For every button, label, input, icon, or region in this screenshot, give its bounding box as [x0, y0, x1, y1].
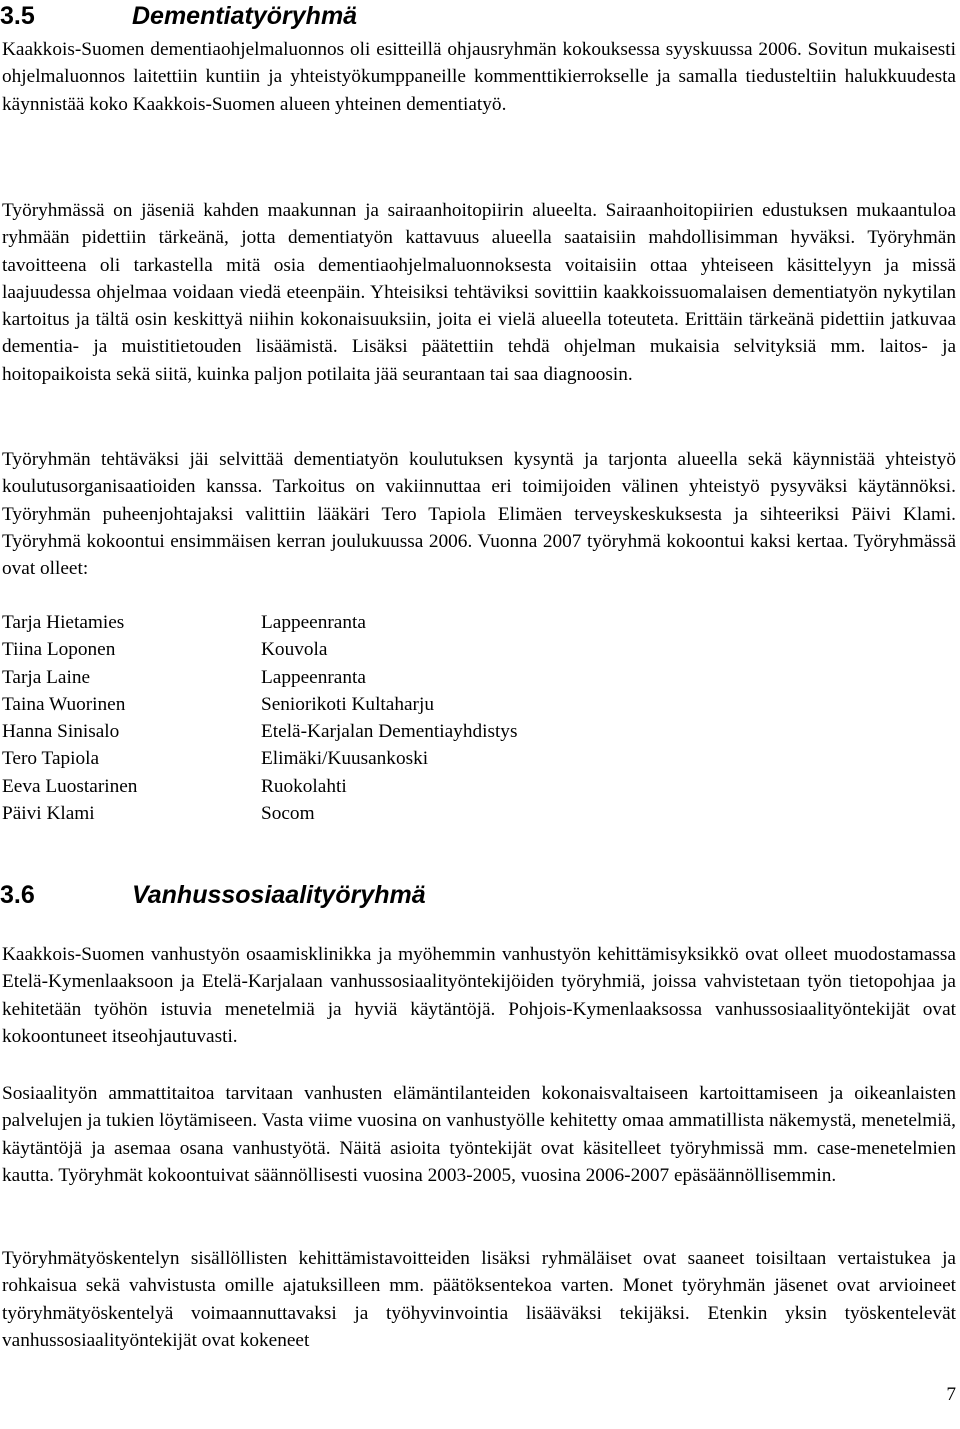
- paragraph: Sosiaalityön ammattitaitoa tarvitaan vanhusten elämäntilanteiden kokonaisvaltaiseen kartoittamiseen ja oikeanlaisten palvelujen ja tukien löytämiseen. Vasta viime vuosina on vanhustyölle kehitetty omaa ammatillista näkemystä, menetelmiä, käytäntöjä ja asemaa osana vanhustyötä. Näitä asioita työntekijät ovat käsitelleet työryhmissä mm. case-menetelmien kautta. Työryhmät kokoontuivat säännöllisesti vuosina 2003-2005, vuosina 2006-2007 epäsäännöllisemmin.: [2, 1083, 956, 1186]
- paragraph: Kaakkois-Suomen vanhustyön osaamisklinikka ja myöhemmin vanhustyön kehittämisyksikkö ovat olleet muodostamassa Etelä-Kymenlaaksoon ja Etelä-Karjalaan vanhussosiaalityöntekijöiden työryhmiä, joissa vahvistetaan työn tietopohjaa ja kehitetään työhön istuvia menetelmiä ja hyviä käytäntöjä. Pohjois-Kymenlaaksossa vanhussosiaalityöntekijät ovat kokoontuneet itseohjautuvasti.: [2, 944, 956, 1047]
- member-place: Lappeenranta: [261, 612, 366, 633]
- member-place: Elimäki/Kuusankoski: [261, 748, 429, 770]
- member-row: [2, 636, 517, 663]
- page-number: 7: [946, 1384, 956, 1405]
- member-row: [2, 664, 517, 691]
- member-name: Päivi Klami: [2, 803, 95, 825]
- member-place: Kouvola: [261, 639, 328, 661]
- paragraph: Työryhmätyöskentelyn sisällöllisten kehittämistavoitteiden lisäksi ryhmäläiset ovat saaneet toisiltaan vertaistukea ja rohkaisua sekä vahvistusta omille ajatuksilleen mm. päätöksentekoa varten. Monet työryhmän jäsenet ovat arvioineet työryhmätyöskentelyä voimaannuttavaksi ja työhyvinvointia lisääväksi tekijäksi. Etenkin yksin työskentelevät vanhussosiaalityöntekijät ovat kokeneet: [2, 1248, 956, 1351]
- member-row: [2, 609, 517, 636]
- member-place: Lappeenranta: [261, 666, 366, 688]
- paragraph: Työryhmän tehtäväksi jäi selvittää dementiatyön koulutuksen kysyntä ja tarjonta alueella sekä käynnistää yhteistyö koulutusorganisaatioiden kanssa. Tarkoitus on vakiinnuttaa eri toimijoiden välinen yhteistyö pysyväksi käytännöksi. Työryhmän puheenjohtajaksi valittiin lääkäri Tero Tapiola Elimäen terveyskeskuksesta ja sihteeriksi Päivi Klami. Työryhmä kokoontui ensimmäisen kerran joulukuussa 2006. Vuonna 2007 työryhmä kokoontui kaksi kertaa. Työryhmässä ovat olleet:: [2, 449, 956, 580]
- member-name: Hanna Sinisalo: [2, 721, 120, 743]
- member-row: [2, 773, 517, 800]
- member-name: Tarja Hietamies: [2, 612, 125, 633]
- member-row: [2, 745, 517, 772]
- section-heading-3-5: [0, 1, 357, 31]
- member-name: Eeva Luostarinen: [2, 775, 138, 797]
- member-row: [2, 691, 517, 718]
- section-number: 3.5: [0, 2, 35, 30]
- section-title: Dementiatyöryhmä: [132, 2, 358, 30]
- member-name: Tero Tapiola: [2, 748, 100, 770]
- section-number: 3.6: [0, 881, 35, 909]
- section-title: Vanhussosiaalityöryhmä: [132, 881, 426, 909]
- member-row: [2, 800, 517, 827]
- member-name: Tiina Loponen: [2, 639, 116, 661]
- member-place: Socom: [261, 803, 315, 825]
- member-name: Taina Wuorinen: [2, 693, 126, 715]
- section-heading-3-6: [0, 880, 426, 910]
- paragraph: Kaakkois-Suomen dementiaohjelmaluonnos oli esitteillä ohjausryhmän kokouksessa syyskuussa 2006. Sovitun mukaisesti ohjelmaluonnos laitettiin kuntiin ja yhteistyökumppaneille kommenttikierrokselle ja samalla tiedusteltiin halukkuudesta käynnistää koko Kaakkois-Suomen alueen yhteinen dementiatyö.: [2, 39, 956, 115]
- member-place: Ruokolahti: [261, 775, 347, 797]
- member-row: [2, 718, 517, 745]
- paragraph: Työryhmässä on jäseniä kahden maakunnan ja sairaanhoitopiirin alueelta. Sairaanhoitopiirien edustuksen mukaantuloa ryhmään pidettiin tärkeänä, jotta dementiatyön kattavuus alueella saataisiin mahdollisimman hyväksi. Työryhmän tavoitteena oli tarkastella mitä osia dementiaohjelmaluonnoksesta voitaisiin ottaa yhteiseen käsittelyyn ja missä laajuudessa ohjelmaa voidaan viedä eteenpäin. Yhteisiksi tehtäviksi sovittiin kaakkoissuomalaisen dementiatyön nykytilan kartoitus ja tältä osin keskittyä niihin kokonaisuuksiin, joita ei vielä alueella toteuteta. Erittäin tärkeänä pidettiin jatkuvaa dementia- ja muistitietouden lisäämistä. Lisäksi päätettiin tehdä ohjelman mukaisia selvityksiä mm. laitos- ja hoitopaikoista sekä siitä, kuinka paljon potilaita jää seurantaan tai saa diagnoosin.: [2, 200, 956, 385]
- member-place: Etelä-Karjalan Dementiayhdistys: [261, 721, 518, 743]
- member-name: Tarja Laine: [2, 666, 91, 688]
- member-place: Seniorikoti Kultaharju: [261, 693, 434, 715]
- member-list: [2, 609, 517, 827]
